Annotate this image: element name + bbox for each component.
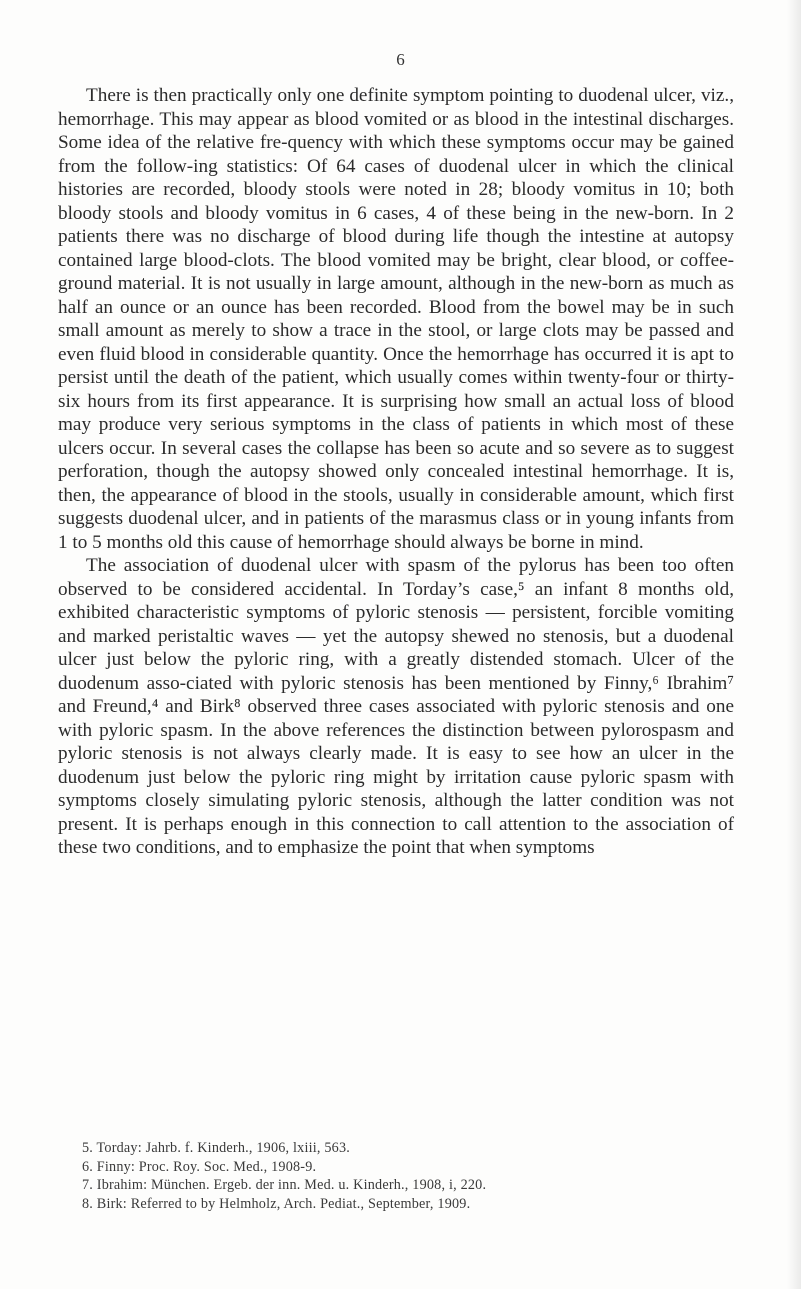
paragraph-hemorrhage: There is then practically only one definite symptom pointing to duodenal ulcer, viz., hemorrhage. This may appear as blood vomited or as blood in the intestinal discharges. Some idea of the relative fre-quency with which these symptoms occur may be gained from the follow-ing statistics: Of 64 cases of duodenal ulcer in which the clinical histories are recorded, bloody stools were noted in 28; bloody vomitus in 10; both bloody stools and bloody vomitus in 6 cases, 4 of these being in the new-born. In 2 patients there was no discharge of blood during life though the intestine at autopsy contained large blood-clots. The blood vomited may be bright, clear blood, or coffee-ground material. It is not usually in large amount, although in the new-born as much as half an ounce or an ounce has been recorded. Blood from the bowel may be in such small amount as merely to show a trace in the stool, or large clots may be passed and even fluid blood in considerable quantity. Once the hemorrhage has occurred it is apt to persist until the death of the patient, which usually comes within twenty-four or thirty-six hours from its first appearance. It is surprising how small an actual loss of blood may produce very serious symptoms in the class of patients in which most of these ulcers occur. In several cases the collapse has been so acute and so severe as to suggest perforation, though the autopsy showed only concealed intestinal hemorrhage. It is, then, the appearance of blood in the stools, usually in considerable amount, which first suggests duodenal ulcer, and in patients of the marasmus class or in young infants from 1 to 5 months old this cause of hemorrhage should always be borne in mind. (58, 85, 734, 553)
footnote-6: 6. Finny: Proc. Roy. Soc. Med., 1908-9. (82, 1158, 317, 1175)
footnotes (82, 1139, 742, 1213)
page-edge-shadow (787, 0, 801, 1289)
footnote-5: 5. Torday: Jahrb. f. Kinderh., 1906, lxiii, 563. (82, 1140, 351, 1156)
paragraph-pyloric-spasm: The association of duodenal ulcer with spasm of the pylorus has been too often observed to be considered accidental. In Torday’s case,⁵ an infant 8 months old, exhibited characteristic symptoms of pyloric stenosis — persistent, forcible vomiting and marked peristaltic waves — yet the autopsy shewed no stenosis, but a duodenal ulcer just below the pyloric ring, with a greatly distended stomach. Ulcer of the duodenum asso-ciated with pyloric stenosis has been mentioned by Finny,⁶ Ibrahim⁷ and Freund,⁴ and Birk⁸ observed three cases associated with pyloric stenosis and one with pyloric spasm. In the above references the distinction between pylorospasm and pyloric stenosis is not always clearly made. It is easy to see how an ulcer in the duodenum just below the pyloric ring might by irritation cause pyloric spasm with symptoms closely simulating pyloric stenosis, although the latter condition was not present. It is perhaps enough in this connection to call attention to the association of these two conditions, and to emphasize the point that when symptoms (58, 555, 734, 858)
page-number: 6 (396, 50, 405, 69)
footnote-7: 7. Ibrahim: München. Ergeb. der inn. Med. u. Kinderh., 1908, i, 220. (82, 1177, 487, 1194)
footnote-8: 8. Birk: Referred to by Helmholz, Arch. Pediat., September, 1909. (82, 1195, 471, 1212)
body-text (58, 84, 734, 860)
